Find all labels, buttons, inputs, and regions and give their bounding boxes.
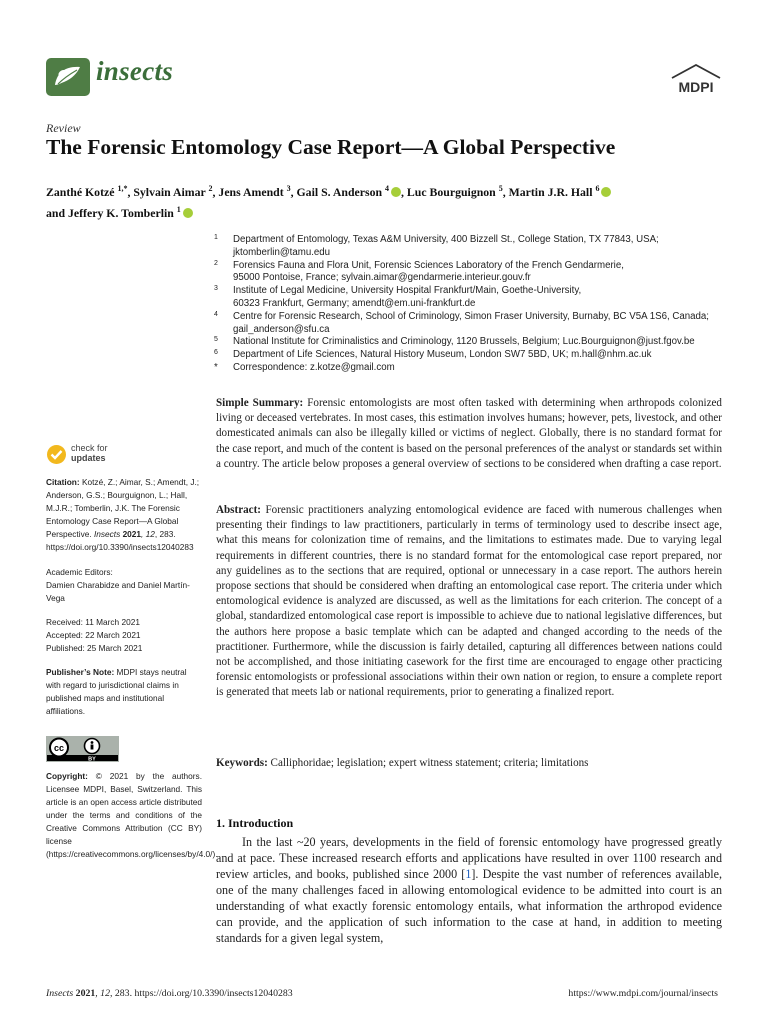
affiliation-item bbox=[212, 336, 732, 349]
author-name[interactable]: Sylvain Aimar bbox=[133, 184, 209, 199]
author-affil-sup: 5 bbox=[498, 184, 503, 193]
copyright-notice bbox=[46, 770, 218, 862]
author-list bbox=[46, 180, 726, 222]
introduction-paragraph bbox=[216, 834, 722, 946]
author-separator: , bbox=[212, 184, 219, 199]
affiliation-number: 4 bbox=[214, 310, 218, 318]
author-separator: , bbox=[290, 184, 297, 199]
copyright-label: Copyright: bbox=[46, 770, 88, 781]
journal-name: insects bbox=[96, 56, 174, 86]
authors-line-2 bbox=[46, 201, 726, 222]
affiliation-item bbox=[212, 285, 732, 311]
citation-year: 2021 bbox=[120, 529, 142, 540]
section-title-introduction: 1. Introduction bbox=[216, 816, 294, 830]
affiliation-line: National Institute for Criminalistics and Criminology, 1120 Brussels, Belgium; Luc.Bourguignon@just.fgov.be bbox=[233, 336, 695, 348]
academic-editors bbox=[46, 566, 202, 605]
accepted-date: Accepted: 22 March 2021 bbox=[46, 629, 141, 640]
abstract bbox=[216, 503, 722, 701]
copyright-text: © 2021 by the authors. Licensee MDPI, Basel, Switzerland. This article is an open access article distributed under the terms and conditions of the Creative Commons Attribution (CC BY) license (https://creativecommons.org/licenses/by/4.0/). bbox=[46, 770, 218, 860]
affiliation-line: Forensics Fauna and Flora Unit, Forensic Sciences Laboratory of the French Gendarmerie, bbox=[233, 259, 624, 271]
affiliation-line: 95000 Pontoise, France; sylvain.aimar@gendarmerie.interieur.gouv.fr bbox=[233, 272, 531, 284]
footer-doi[interactable]: , 283. https://doi.org/10.3390/insects12040283 bbox=[109, 988, 293, 999]
affiliation-item bbox=[212, 349, 732, 362]
reference-link[interactable]: 1 bbox=[465, 867, 472, 881]
publication-dates bbox=[46, 616, 202, 655]
orcid-icon[interactable] bbox=[391, 187, 401, 197]
affiliation-line: jktomberlin@tamu.edu bbox=[233, 246, 331, 258]
check-updates-icon bbox=[46, 444, 67, 465]
check-for-updates-button[interactable] bbox=[46, 443, 202, 469]
author-affil-sup: 6 bbox=[595, 184, 600, 193]
affiliation-item bbox=[212, 234, 732, 260]
published-date: Published: 25 March 2021 bbox=[46, 643, 143, 654]
publishers-note bbox=[46, 666, 202, 718]
footer-citation bbox=[46, 988, 293, 999]
insects-journal-logo-icon bbox=[46, 58, 90, 96]
affiliations bbox=[212, 234, 732, 375]
check-updates-text-bold: updates bbox=[71, 453, 106, 463]
author-affil-sup: 4 bbox=[385, 184, 389, 193]
svg-text:cc: cc bbox=[53, 742, 65, 753]
affiliation-number: 1 bbox=[214, 234, 218, 241]
summary-label: Simple Summary: bbox=[216, 397, 304, 409]
journal-header bbox=[46, 58, 726, 102]
affiliation-line: Centre for Forensic Research, School of Criminology, Simon Fraser University, Burnaby, BC V5A 1S6, Canada; bbox=[233, 310, 709, 322]
affiliation-number: 5 bbox=[214, 336, 218, 344]
sidebar bbox=[46, 443, 218, 861]
footer-journal: Insects bbox=[46, 988, 74, 999]
author-name[interactable]: Gail S. Anderson bbox=[296, 184, 385, 199]
correspondence-mark: * bbox=[214, 361, 218, 373]
cc-badge-label: BY bbox=[88, 756, 96, 762]
citation-doi[interactable]: , 283. https://doi.org/10.3390/insects12040283 bbox=[46, 529, 194, 553]
keywords-text: Calliphoridae; legislation; expert witness statement; criteria; limitations bbox=[267, 757, 589, 769]
affiliation-number: 2 bbox=[214, 259, 218, 267]
author-separator: , bbox=[502, 184, 509, 199]
author-affil-sup: 3 bbox=[286, 184, 291, 193]
affiliation-number: 3 bbox=[214, 285, 218, 293]
affiliation-item bbox=[212, 260, 732, 286]
abstract-label: Abstract: bbox=[216, 504, 261, 516]
simple-summary bbox=[216, 396, 722, 472]
author-name[interactable]: Zanthé Kotzé bbox=[46, 184, 118, 199]
check-updates-text: check for bbox=[71, 443, 108, 453]
affiliation-line: 60323 Frankfurt, Germany; amendt@em.uni-frankfurt.de bbox=[233, 297, 476, 309]
article-title: The Forensic Entomology Case Report—A Global Perspective bbox=[46, 135, 616, 159]
note-text: MDPI stays neutral with regard to jurisdictional claims in published maps and institutional affiliations. bbox=[46, 667, 187, 717]
footer-volume: , 12 bbox=[95, 988, 110, 999]
author-name[interactable]: Jeffery K. Tomberlin bbox=[67, 205, 177, 220]
author-name[interactable]: Jens Amendt bbox=[218, 184, 287, 199]
author-separator: , bbox=[127, 184, 134, 199]
orcid-icon[interactable] bbox=[601, 187, 611, 197]
author-separator: , bbox=[401, 184, 407, 199]
authors-line-1 bbox=[46, 180, 726, 201]
keywords bbox=[216, 756, 722, 771]
footer-year: 2021 bbox=[73, 988, 96, 999]
received-date: Received: 11 March 2021 bbox=[46, 616, 140, 627]
author-affil-sup: 2 bbox=[208, 184, 213, 193]
article-type: Review bbox=[46, 121, 81, 135]
affiliation-line: gail_anderson@sfu.ca bbox=[233, 323, 330, 335]
orcid-icon[interactable] bbox=[183, 208, 193, 218]
intro-text-b: ]. Despite the vast number of references available, one of the many challenges faced in allowing entomological evidence to be admitted into court is an understanding of what exactly forensic entomology entails, what information the arthropod evidence can provide, and the application of such information to the case at hand, in addition to meeting standards for a given legal system, bbox=[216, 867, 722, 945]
cc-by-license-icon[interactable] bbox=[46, 736, 119, 762]
editors-label: Academic Editors: bbox=[46, 566, 113, 577]
abstract-text: Forensic practitioners analyzing entomological evidence are faced with numerous challenges when presenting their findings to law practitioners, particularly in terms of terminology used to describe insect age, what this means for colonization time of remains, and the limitations to estimates made. Due to varying legal requirements in different countries, there is no standard format for the entomological case report prepared, nor any guidelines as to the sections that are required, optional or unnecessary in a case report. The authors herein propose sections that should be considered when drafting an entomological case report. The criteria under which entomological evidence is analyzed are discussed, as well as the limitations for each criterion. The concept of a global, standardized entomological case report is impossible to achieve due to national legislative differences, but the authors here propose a basic template which can be adapted and changed according to the needs of the practitioner. Furthermore, while the discussion is fairly detailed, capturing all differences between nations could not be accomplished, and those initiating casework for the first time are encouraged to engage other practicing forensic entomologists or professional associations within their own nation or region, to ensure a complete report is generated that meets lab or national requirements, prior to generating a finalized report. bbox=[216, 504, 722, 699]
keywords-label: Keywords: bbox=[216, 757, 268, 769]
citation-text: Kotzé, Z.; Aimar, S.; Amendt, J.; Anderson, G.S.; Bourguignon, L.; Hall, M.J.R.; Tomberlin, J.K. The Forensic Entomology Case Report—A Global Perspective. bbox=[46, 477, 200, 540]
affiliation-line: Department of Life Sciences, Natural History Museum, London SW7 5BD, UK; m.hall@nhm.ac.uk bbox=[233, 349, 652, 361]
correspondence bbox=[212, 362, 732, 375]
summary-text: Forensic entomologists are most often tasked with determining when arthropods colonized living or deceased vertebrates. In most cases, this estimation involves humans; however, pets, livestock, and other domesticated animals can also be illegally killed or victims of neglect. Globally, there is no standard format for the case report, and much of the content is based on the personal preferences of the analyst or standards set within a country. The article below proposes a general overview of sections to be considered when drafting a case report. bbox=[216, 397, 722, 470]
authors-and: and bbox=[46, 205, 68, 220]
correspondence-text: Correspondence: z.kotze@gmail.com bbox=[233, 361, 395, 373]
affiliation-line: Department of Entomology, Texas A&M University, 400 Bizzell St., College Station, TX 77843, USA; bbox=[233, 234, 659, 245]
citation-block bbox=[46, 476, 202, 555]
note-label: Publisher’s Note: bbox=[46, 667, 115, 678]
affiliation-item bbox=[212, 311, 732, 337]
mdpi-logo-icon bbox=[666, 64, 726, 98]
footer-journal-url[interactable]: https://www.mdpi.com/journal/insects bbox=[568, 988, 718, 999]
editors-names: Damien Charabidze and Daniel Martín-Vega bbox=[46, 579, 190, 603]
author-affil-sup: 1 bbox=[176, 204, 181, 214]
citation-volume: , 12 bbox=[141, 529, 155, 540]
author-affil-sup: 1,* bbox=[117, 184, 128, 193]
affiliation-number: 6 bbox=[214, 349, 218, 357]
mdpi-logo-text: MDPI bbox=[678, 79, 714, 95]
author-name[interactable]: Martin J.R. Hall bbox=[508, 184, 596, 199]
author-name[interactable]: Luc Bourguignon bbox=[406, 184, 499, 199]
citation-journal: Insects bbox=[93, 529, 121, 540]
citation-label: Citation: bbox=[46, 477, 80, 487]
intro-text-a: In the last ~20 years, developments in the field of forensic entomology have progressed greatly and at pace. These increased research efforts and applications have resulted in over 1100 research and review articles, and books, published since 2000 [ bbox=[216, 835, 722, 881]
affiliation-line: Institute of Legal Medicine, University Hospital Frankfurt/Main, Goethe-University, bbox=[233, 285, 582, 297]
